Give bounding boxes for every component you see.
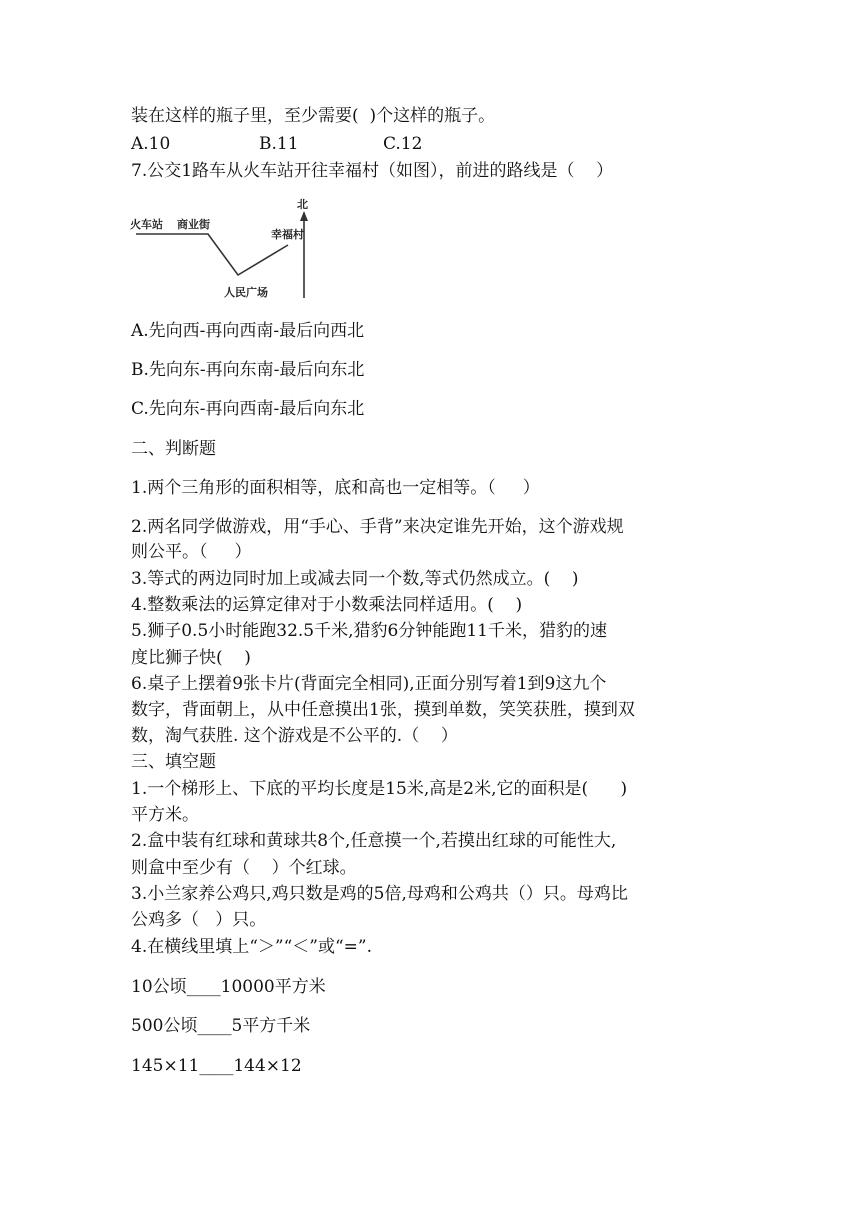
question-7-option-a: A.先向西-再向西南-最后向西北 <box>131 321 365 341</box>
fill-item-1-cont: 平方米。 <box>131 805 199 825</box>
fill-item-3: 3.小兰家养公鸡只,鸡只数是鸡的5倍,母鸡和公鸡共（）只。母鸡比 <box>131 884 628 904</box>
question-7-option-c: C.先向东-再向西南-最后向东北 <box>131 399 365 419</box>
section-2-title: 二、判断题 <box>131 439 216 459</box>
option-c: C.12 <box>383 134 423 154</box>
option-b: B.11 <box>259 134 299 154</box>
fill-item-2-cont: 则盒中至少有（ ）个红球。 <box>131 858 357 878</box>
section-3-title: 三、填空题 <box>131 752 216 772</box>
fill-item-2: 2.盒中装有红球和黄球共8个,任意摸一个,若摸出红球的可能性大, <box>131 831 617 851</box>
judge-item-6: 6.桌子上摆着9张卡片(背面完全相同),正面分别写着1到9这九个 <box>131 674 607 694</box>
judge-item-5-cont: 度比狮子快( ) <box>131 648 251 668</box>
judge-item-6-cont2: 数，淘气获胜. 这个游戏是不公平的.（ ） <box>131 726 458 746</box>
question-7-option-b: B.先向东-再向东南-最后向东北 <box>131 360 365 380</box>
fill-item-4: 4.在横线里填上“＞”“＜”或“=”. <box>131 937 373 957</box>
fill-item-3-cont: 公鸡多（ ）只。 <box>131 910 267 930</box>
question-7: 7.公交1路车从火车站开往幸福村（如图），前进的路线是（ ） <box>131 161 614 181</box>
judge-item-1: 1.两个三角形的面积相等，底和高也一定相等。（ ） <box>131 478 540 498</box>
judge-item-6-cont1: 数字，背面朝上，从中任意摸出1张，摸到单数，笑笑获胜，摸到双 <box>131 700 635 720</box>
north-arrow-icon <box>300 211 308 221</box>
route-map-figure <box>128 193 313 305</box>
judge-item-4: 4.整数乘法的运算定律对于小数乘法同样适用。( ) <box>131 595 523 615</box>
compare-row-3: 145×11____144×12 <box>131 1056 302 1076</box>
judge-item-5: 5.狮子0.5小时能跑32.5千米,猎豹6分钟能跑11千米，猎豹的速 <box>131 621 607 641</box>
option-a: A.10 <box>131 134 171 154</box>
question-6-tail: 装在这样的瓶子里，至少需要( )个这样的瓶子。 <box>131 106 496 126</box>
compare-row-1: 10公顷____10000平方米 <box>131 977 326 997</box>
map-label-north: 北 <box>297 198 308 211</box>
map-label-commercial-street: 商业街 <box>177 218 210 231</box>
judge-item-2: 2.两名同学做游戏，用“手心、手背”来决定谁先开始，这个游戏规 <box>131 517 624 537</box>
judge-item-2-cont: 则公平。（ ） <box>131 542 252 562</box>
map-label-peoples-square: 人民广场 <box>224 286 268 299</box>
judge-item-3: 3.等式的两边同时加上或减去同一个数,等式仍然成立。( ) <box>131 569 579 589</box>
route-line <box>136 234 288 275</box>
fill-item-1: 1.一个梯形上、下底的平均长度是15米,高是2米,它的面积是( ) <box>131 779 628 799</box>
map-label-train-station: 火车站 <box>130 218 163 231</box>
map-label-xingfu-village: 幸福村 <box>271 228 304 241</box>
compare-row-2: 500公顷____5平方千米 <box>131 1016 311 1036</box>
